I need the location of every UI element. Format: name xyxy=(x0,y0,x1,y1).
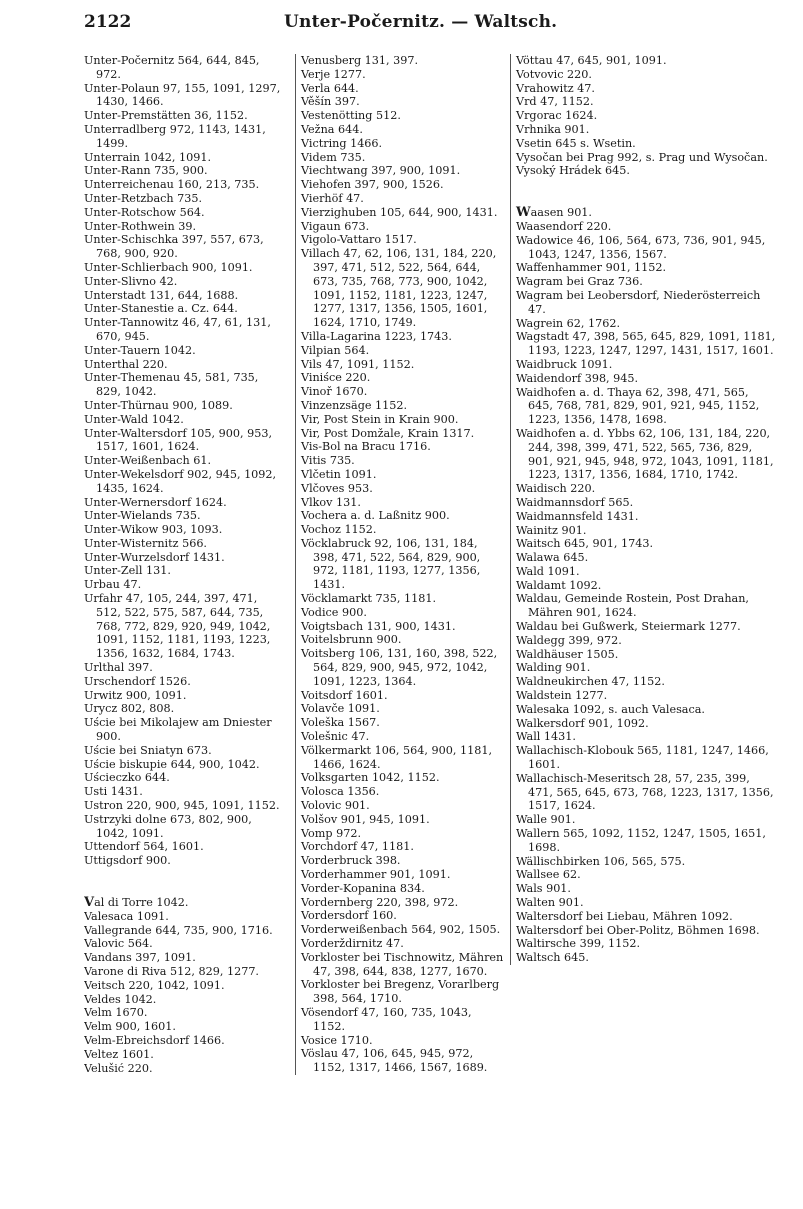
index-entry: Vorkloster bei Bregenz, Vorarlberg 398, 564, 1710. xyxy=(301,978,500,1006)
index-entry: Vir, Post Domžale, Krain 1317. xyxy=(301,426,475,440)
index-entry: Urlthal 397. xyxy=(84,661,153,675)
index-entry: Unterrain 1042, 1091. xyxy=(84,150,212,164)
index-entry: Urycz 802, 808. xyxy=(84,702,175,716)
section-gap xyxy=(516,178,776,206)
index-entry: Waidendorf 398, 945. xyxy=(516,371,639,385)
index-entry: Waldamt 1092. xyxy=(516,578,602,592)
index-entry: Wagrein 62, 1762. xyxy=(516,316,621,330)
index-entry: Vochera a. d. Laßnitz 900. xyxy=(301,509,450,523)
index-entry: Unter-Wielands 735. xyxy=(84,509,201,523)
index-entry: Unter-Zell 131. xyxy=(84,564,171,578)
index-entry: Waldau, Gemeinde Rostein, Post Drahan, Mähren 901, 1624. xyxy=(516,592,749,620)
index-entry: Vierhöf 47. xyxy=(301,191,364,205)
index-entry: Unter-Retzbach 735. xyxy=(84,191,203,205)
index-entry: Waffenhammer 901, 1152. xyxy=(516,261,667,275)
index-entry: Walesaka 1092, s. auch Valesaca. xyxy=(516,702,705,716)
index-entry: Voigtsbach 131, 900, 1431. xyxy=(301,619,456,633)
index-entry: Unter-Schischka 397, 557, 673, 768, 900, 920. xyxy=(84,233,264,261)
index-entry: Unter-Stanestie a. Cz. 644. xyxy=(84,302,238,316)
index-entry: Vodice 900. xyxy=(301,605,367,619)
index-entry: Vinzenzsäge 1152. xyxy=(301,398,408,412)
index-entry: Wald 1091. xyxy=(516,564,580,578)
index-entry: Unter-Wekelsdorf 902, 945, 1092, 1435, 1624. xyxy=(84,467,277,495)
index-entry: Wadowice 46, 106, 564, 673, 736, 901, 945, 1043, 1247, 1356, 1567. xyxy=(516,233,766,261)
index-entry: Wallsee 62. xyxy=(516,868,581,882)
section-gap xyxy=(84,868,284,896)
index-entry: Waitsch 645, 901, 1743. xyxy=(516,537,653,551)
index-entry: Unter-Počernitz 564, 644, 845, 972. xyxy=(84,54,260,81)
index-entry: Ustrzyki dolne 673, 802, 900, 1042, 1091. xyxy=(84,812,252,840)
index-entry: Unter-Waltersdorf 105, 900, 953, 1517, 1601, 1624. xyxy=(84,426,273,454)
index-entry: Valovic 564. xyxy=(84,937,153,951)
index-entry: Vis-Bol na Bracu 1716. xyxy=(301,440,431,454)
index-entry: Vinoř 1670. xyxy=(301,385,368,399)
index-entry: Uttigsdorf 900. xyxy=(84,854,171,868)
index-entry: Unter-Premstätten 36, 1152. xyxy=(84,109,248,123)
index-entry: Unter-Thürnau 900, 1089. xyxy=(84,398,233,412)
index-entry: Uście biskupie 644, 900, 1042. xyxy=(84,757,260,771)
index-entry: Unter-Tannowitz 46, 47, 61, 131, 670, 945. xyxy=(84,316,271,343)
index-entry: Urbau 47. xyxy=(84,578,142,592)
index-entry: Unterreichenau 160, 213, 735. xyxy=(84,178,260,192)
index-entry: Unter-Weißenbach 61. xyxy=(84,454,211,468)
index-entry: Unter-Wikow 903, 1093. xyxy=(84,523,223,537)
index-entry: Waasen 901. xyxy=(516,205,592,221)
index-entry: Unter-Rothwein 39. xyxy=(84,219,197,233)
index-entry: Viniśce 220. xyxy=(301,371,371,385)
index-entry: Vorderhammer 901, 1091. xyxy=(301,868,451,882)
index-entry: Volksgarten 1042, 1152. xyxy=(301,771,440,785)
index-entry: Unter-Themenau 45, 581, 735, 829, 1042. xyxy=(84,371,259,399)
index-entry: Vilpian 564. xyxy=(301,343,370,357)
index-entry: Vosice 1710. xyxy=(301,1033,373,1047)
index-entry: Vrgorac 1624. xyxy=(516,109,598,123)
index-entry: Unter-Wernersdorf 1624. xyxy=(84,495,227,509)
index-entry: Vochoz 1152. xyxy=(301,523,377,537)
page-number: 2122 xyxy=(84,12,132,32)
index-entry: Viehofen 397, 900, 1526. xyxy=(301,178,444,192)
index-entry: Voitelsbrunn 900. xyxy=(301,633,402,647)
index-entry: Val di Torre 1042. xyxy=(84,895,189,911)
index-entry: Waidbruck 1091. xyxy=(516,357,613,371)
index-entry: Walle 901. xyxy=(516,813,576,827)
index-entry: Volavče 1091. xyxy=(301,702,380,716)
index-entry: Unter-Rotschow 564. xyxy=(84,205,205,219)
index-entry: Waldau bei Gußwerk, Steiermark 1277. xyxy=(516,620,741,634)
index-entry: Urwitz 900, 1091. xyxy=(84,688,187,702)
index-entry: Villach 47, 62, 106, 131, 184, 220, 397, 471, 512, 522, 564, 644, 673, 735, 768, 773, 900, 1042, 1091, 1152, 1181, 1223, 1247, 1277, 1317, 1356, 1505, 1601, 1624, 1710, 1749. xyxy=(301,247,497,330)
index-entry: Velm 1670. xyxy=(84,1006,148,1020)
index-entry: Urschendorf 1526. xyxy=(84,674,191,688)
index-entry: Usti 1431. xyxy=(84,785,143,799)
index-entry: Walawa 645. xyxy=(516,551,589,565)
index-entry: Vomp 972. xyxy=(301,826,362,840)
index-entry: Volešnic 47. xyxy=(301,730,370,744)
index-column-3 xyxy=(510,54,776,965)
index-entry: Urfahr 47, 105, 244, 397, 471, 512, 522, 575, 587, 644, 735, 768, 772, 829, 920, 949, 1042, 1091, 1152, 1181, 1193, 1223, 1356, 1632, 1684, 1743. xyxy=(84,592,271,661)
index-entry: Vösendorf 47, 160, 735, 1043, 1152. xyxy=(301,1005,472,1033)
index-entry: Unter-Schlierbach 900, 1091. xyxy=(84,260,253,274)
index-entry: Walten 901. xyxy=(516,896,584,910)
index-entry: Vorderbruck 398. xyxy=(301,854,401,868)
index-entry: Wällischbirken 106, 565, 575. xyxy=(516,854,686,868)
index-entry: Wainitz 901. xyxy=(516,523,587,537)
index-entry: Vorchdorf 47, 1181. xyxy=(301,840,414,854)
index-entry: Waltersdorf bei Liebau, Mähren 1092. xyxy=(516,909,733,923)
index-entry: Vlkov 131. xyxy=(301,495,361,509)
index-entry: Voitsdorf 1601. xyxy=(301,688,388,702)
index-entry: Vrd 47, 1152. xyxy=(516,95,594,109)
index-entry: Unter-Tauern 1042. xyxy=(84,343,196,357)
index-entry: Vežna 644. xyxy=(301,122,363,136)
index-entry: Waasendorf 220. xyxy=(516,219,612,233)
index-entry: Wallern 565, 1092, 1152, 1247, 1505, 1651, 1698. xyxy=(516,827,766,854)
index-entry: Waldstein 1277. xyxy=(516,689,608,703)
index-entry: Wals 901. xyxy=(516,882,571,896)
running-title: Unter-Počernitz. — Waltsch. xyxy=(284,12,558,32)
index-entry: Unterstadt 131, 644, 1688. xyxy=(84,288,239,302)
index-entry: Waltirsche 399, 1152. xyxy=(516,937,641,951)
index-entry: Vorderždirnitz 47. xyxy=(301,937,404,950)
index-entry: Voleška 1567. xyxy=(301,716,380,730)
index-entry: Uście bei Sniatyn 673. xyxy=(84,743,212,757)
index-entry: Voitsberg 106, 131, 160, 398, 522, 564, 829, 900, 945, 972, 1042, 1091, 1223, 1364. xyxy=(301,647,498,688)
index-columns xyxy=(84,54,774,1184)
index-entry: Waidhofen a. d. Ybbs 62, 106, 131, 184, 220, 244, 398, 399, 471, 522, 565, 736, 829, 901, 921, 945, 948, 972, 1043, 1091, 1181, 1223, 1317, 1356, 1684, 1710, 1742. xyxy=(516,426,774,482)
index-entry: Völkermarkt 106, 564, 900, 1181, 1466, 1624. xyxy=(301,743,492,771)
index-entry: Verla 644. xyxy=(301,81,359,95)
index-entry: Uścieczko 644. xyxy=(84,771,170,785)
index-entry: Walding 901. xyxy=(516,661,591,675)
index-entry: Unter-Rann 735, 900. xyxy=(84,164,208,178)
index-entry: Vrahowitz 47. xyxy=(516,81,595,95)
index-entry: Velm 900, 1601. xyxy=(84,1020,176,1034)
index-entry: Videm 735. xyxy=(301,150,366,164)
index-entry: Velm-Ebreichsdorf 1466. xyxy=(84,1033,225,1047)
index-entry: Volšov 901, 945, 1091. xyxy=(301,812,430,826)
index-entry: Vorkloster bei Tischnowitz, Mähren 47, 398, 644, 838, 1277, 1670. xyxy=(301,950,504,978)
index-entry: Vordersdorf 160. xyxy=(301,909,397,923)
index-entry: Veitsch 220, 1042, 1091. xyxy=(84,978,225,992)
index-entry: Valesaca 1091. xyxy=(84,909,169,923)
index-entry: Unter-Polaun 97, 155, 1091, 1297, 1430, 1466. xyxy=(84,81,281,109)
index-entry: Vöslau 47, 106, 645, 945, 972, 1152, 1317, 1466, 1567, 1689. xyxy=(301,1047,488,1075)
index-entry: Vöttau 47, 645, 901, 1091. xyxy=(516,54,667,67)
index-column-1 xyxy=(84,54,284,1075)
index-entry: Viechtwang 397, 900, 1091. xyxy=(301,164,461,178)
index-entry: Waidmannsfeld 1431. xyxy=(516,509,639,523)
index-entry: Vir, Post Stein in Krain 900. xyxy=(301,412,459,426)
index-entry: Vysoký Hrádek 645. xyxy=(516,164,630,178)
index-entry: Vöcklabruck 92, 106, 131, 184, 398, 471, 522, 564, 829, 900, 972, 1181, 1193, 1277, 1356, 1431. xyxy=(301,536,481,592)
index-entry: Walkersdorf 901, 1092. xyxy=(516,716,649,730)
index-entry: Wagram bei Leobersdorf, Niederösterreich 47. xyxy=(516,288,761,316)
index-entry: Veldes 1042. xyxy=(84,992,157,1006)
index-entry: Vlčetin 1091. xyxy=(301,467,377,481)
index-entry: Vsetin 645 s. Wsetin. xyxy=(516,136,636,150)
index-entry: Wallachisch-Meseritsch 28, 57, 235, 399, 471, 565, 645, 673, 768, 1223, 1317, 1356, 1517, 1624. xyxy=(516,771,774,813)
index-entry: Unter-Slivno 42. xyxy=(84,274,178,288)
index-entry: Waltsch 645. xyxy=(516,951,589,965)
index-entry: Vordernberg 220, 398, 972. xyxy=(301,895,459,909)
index-entry: Waldneukirchen 47, 1152. xyxy=(516,675,665,689)
index-entry: Ustron 220, 900, 945, 1091, 1152. xyxy=(84,799,280,813)
index-entry: Uście bei Mikolajew am Dniester 900. xyxy=(84,716,272,744)
index-entry: Vöcklamarkt 735, 1181. xyxy=(301,592,437,606)
index-entry: Unterradlberg 972, 1143, 1431, 1499. xyxy=(84,122,266,150)
index-entry: Wagram bei Graz 736. xyxy=(516,275,643,289)
index-entry: Vitis 735. xyxy=(301,454,355,468)
index-entry: Waidhofen a. d. Thaya 62, 398, 471, 565, 645, 768, 781, 829, 901, 921, 945, 1152, 1223, 1356, 1478, 1698. xyxy=(516,385,760,427)
index-entry: Vallegrande 644, 735, 900, 1716. xyxy=(84,923,273,937)
index-entry: Waldegg 399, 972. xyxy=(516,633,622,647)
index-entry: Vigolo-Vattaro 1517. xyxy=(301,233,417,247)
index-entry: Veltez 1601. xyxy=(84,1047,154,1061)
index-entry: Volovic 901. xyxy=(301,799,370,813)
index-entry: Vierzighuben 105, 644, 900, 1431. xyxy=(301,205,498,219)
index-entry: Vestenötting 512. xyxy=(301,109,401,123)
index-entry: Vlčoves 953. xyxy=(301,481,373,495)
index-entry: Waltersdorf bei Ober-Politz, Böhmen 1698. xyxy=(516,923,760,937)
index-column-2 xyxy=(295,54,504,1075)
index-entry: Uttendorf 564, 1601. xyxy=(84,840,204,854)
index-entry: Votvovic 220. xyxy=(516,67,592,81)
index-entry: Wallachisch-Klobouk 565, 1181, 1247, 1466, 1601. xyxy=(516,744,769,772)
index-entry: Wall 1431. xyxy=(516,730,576,744)
index-entry: Věšín 397. xyxy=(301,95,360,109)
index-entry: Vandans 397, 1091. xyxy=(84,951,196,965)
index-entry: Vorder-Kopanina 834. xyxy=(301,881,425,895)
index-entry: Vorderweißenbach 564, 902, 1505. xyxy=(301,923,501,937)
index-entry: Vigaun 673. xyxy=(301,219,370,233)
index-entry: Varone di Riva 512, 829, 1277. xyxy=(84,965,259,978)
index-entry: Villa-Lagarina 1223, 1743. xyxy=(301,329,452,343)
index-entry: Unter-Wurzelsdorf 1431. xyxy=(84,550,225,564)
index-entry: Wagstadt 47, 398, 565, 645, 829, 1091, 1181, 1193, 1223, 1247, 1297, 1431, 1517, 1601. xyxy=(516,330,776,358)
index-entry: Venusberg 131, 397. xyxy=(301,54,419,67)
index-entry: Velušić 220. xyxy=(84,1061,153,1075)
index-entry: Vrhnika 901. xyxy=(516,122,590,136)
index-entry: Unter-Wald 1042. xyxy=(84,412,184,426)
page-header xyxy=(84,8,774,36)
index-entry: Waidisch 220. xyxy=(516,482,596,496)
index-entry: Waidmannsdorf 565. xyxy=(516,495,634,509)
index-entry: Unterthal 220. xyxy=(84,357,168,371)
index-entry: Volosca 1356. xyxy=(301,785,380,799)
index-entry: Unter-Wisternitz 566. xyxy=(84,536,207,550)
index-entry: Vils 47, 1091, 1152. xyxy=(301,357,415,371)
index-entry: Victring 1466. xyxy=(301,136,383,150)
index-entry: Verje 1277. xyxy=(301,67,366,81)
index-entry: Waldhäuser 1505. xyxy=(516,647,619,661)
index-entry: Vysočan bei Prag 992, s. Prag und Wysočan. xyxy=(516,150,768,164)
